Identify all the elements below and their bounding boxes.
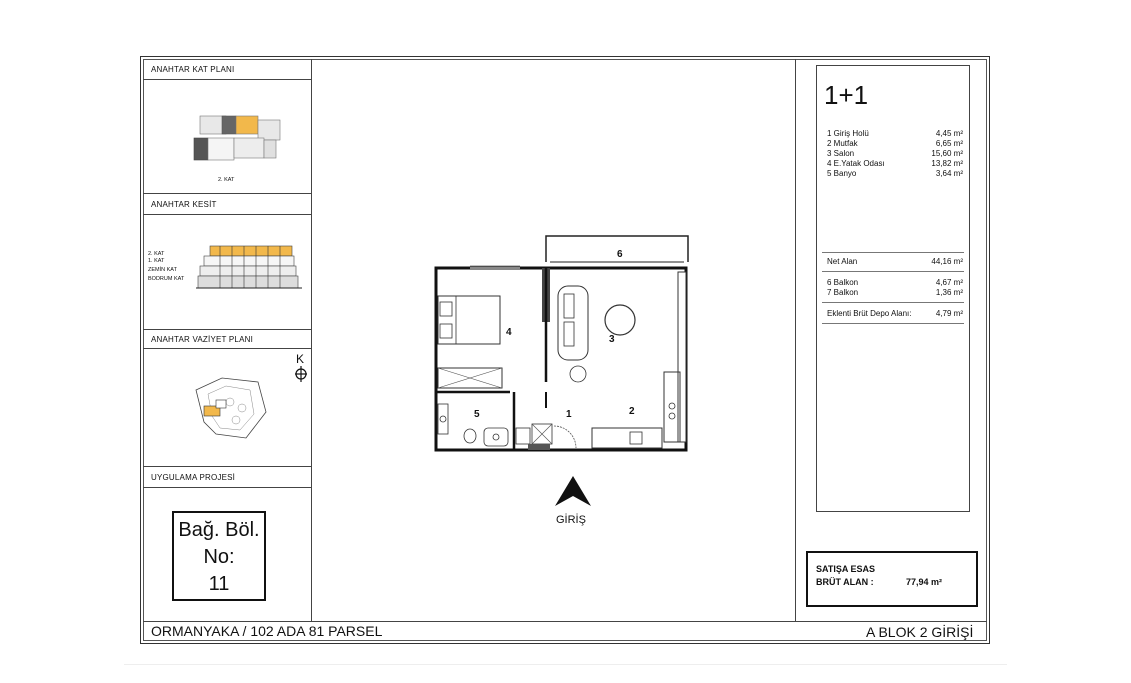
divider xyxy=(143,193,311,194)
unit-type: 1+1 xyxy=(824,80,869,110)
divider xyxy=(143,79,311,80)
section-floor-label: 2. KAT xyxy=(148,251,165,257)
room-area-row: 1 Giriş Holü 4,45 m² xyxy=(827,129,963,138)
unit-label-line1: Bağ. Böl. xyxy=(178,519,260,541)
key-floor-plan-caption: 2. KAT xyxy=(218,177,235,183)
room-area-row: 4 E.Yatak Odası 13,82 m² xyxy=(827,159,963,168)
net-area-row: Net Alan 44,16 m² xyxy=(827,257,963,266)
room-label-bathroom: 5 xyxy=(474,409,480,420)
divider xyxy=(822,302,964,303)
right-column-divider xyxy=(795,59,796,621)
key-section-title: ANAHTAR KESİT xyxy=(151,200,217,209)
project-title: UYGULAMA PROJESİ xyxy=(151,473,236,482)
key-site-plan-thumbnail xyxy=(186,372,272,442)
room-label-bedroom: 4 xyxy=(506,327,512,338)
key-section-thumbnail xyxy=(196,240,302,298)
divider xyxy=(822,323,964,324)
unit-number: 11 xyxy=(208,573,230,595)
divider xyxy=(143,348,311,349)
balcony-area-row: 7 Balkon 1,36 m² xyxy=(827,288,963,297)
key-site-plan-title: ANAHTAR VAZİYET PLANI xyxy=(151,335,254,344)
unit-label-line2: No: xyxy=(203,546,235,568)
unit-number-box xyxy=(172,511,266,601)
divider xyxy=(822,252,964,253)
divider xyxy=(822,271,964,272)
gross-area-label: BRÜT ALAN : xyxy=(816,577,874,587)
parcel-label: ORMANYAKA / 102 ADA 81 PARSEL xyxy=(151,623,383,639)
room-label-kitchen: 2 xyxy=(629,406,635,417)
gross-area-value: 77,94 m² xyxy=(906,577,943,587)
room-label-hall: 1 xyxy=(566,409,572,420)
room-label-living: 3 xyxy=(609,334,615,345)
unit-info-panel xyxy=(816,65,970,512)
section-floor-label: 1. KAT xyxy=(148,258,165,264)
north-arrow-icon xyxy=(293,366,309,382)
block-entrance-label: A BLOK 2 GİRİŞİ xyxy=(866,624,974,640)
balcony-area-row: 6 Balkon 4,67 m² xyxy=(827,278,963,287)
key-floor-plan-title: ANAHTAR KAT PLANI xyxy=(151,65,235,74)
entrance-arrow-icon xyxy=(553,474,593,508)
room-area-row: 2 Mutfak 6,65 m² xyxy=(827,139,963,148)
key-floor-plan-thumbnail xyxy=(190,110,290,166)
left-column-divider xyxy=(311,59,312,621)
divider xyxy=(143,214,311,215)
north-label: K xyxy=(296,352,305,366)
storage-area-row: Eklenti Brüt Depo Alanı: 4,79 m² xyxy=(827,309,963,318)
room-label-balcony: 6 xyxy=(617,249,623,260)
divider xyxy=(143,329,311,330)
entrance-label: GİRİŞ xyxy=(556,514,586,526)
room-area-row: 3 Salon 15,60 m² xyxy=(827,149,963,158)
apartment-floor-plan xyxy=(430,232,692,456)
sales-title: SATIŞA ESAS xyxy=(816,564,876,574)
room-area-row: 5 Banyo 3,64 m² xyxy=(827,169,963,178)
divider xyxy=(143,487,311,488)
section-floor-label: BODRUM KAT xyxy=(148,276,185,282)
sales-area-box xyxy=(806,551,978,607)
section-floor-label: ZEMİN KAT xyxy=(148,267,177,273)
page-bottom-rule xyxy=(124,664,1007,665)
footer-divider xyxy=(143,621,987,622)
divider xyxy=(143,466,311,467)
